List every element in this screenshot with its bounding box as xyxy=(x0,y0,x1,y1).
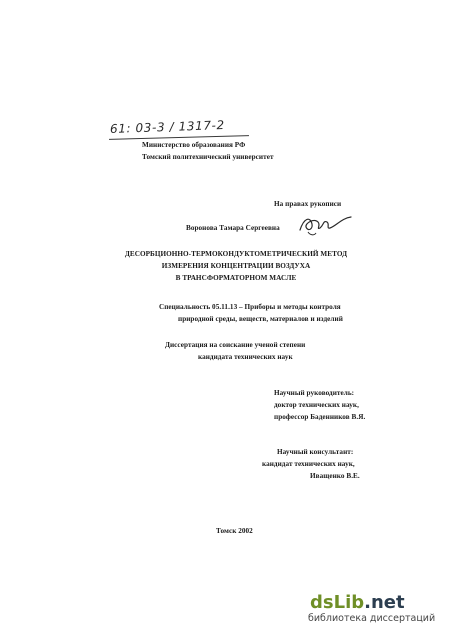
archive-number-handwritten: 61: 03-3 / 1317-2 xyxy=(109,118,225,136)
archive-number-underline xyxy=(109,135,249,140)
author-name: Воронова Тамара Сергеевна xyxy=(186,224,280,232)
supervisor-label: Научный руководитель: xyxy=(274,389,355,397)
supervisor-name: профессор Баденников В.Я. xyxy=(274,413,366,421)
dslib-watermark[interactable] xyxy=(310,592,440,626)
title-line-2: ИЗМЕРЕНИЯ КОНЦЕНТРАЦИИ ВОЗДУХА xyxy=(161,262,311,270)
dissertation-degree-line-1: Диссертация на соискание ученой степени xyxy=(165,341,306,349)
specialty-line-1: Специальность 05.11.13 – Приборы и методы контроля xyxy=(159,303,341,311)
supervisor-degree: доктор технических наук, xyxy=(274,401,359,409)
title-line-1: ДЕСОРБЦИОННО-ТЕРМОКОНДУКТОМЕТРИЧЕСКИЙ МЕТОД xyxy=(124,250,348,258)
dslib-subtitle: библиотека диссертаций xyxy=(308,613,436,624)
dslib-logo-text: dsLib xyxy=(310,592,365,613)
manuscript-rights-label: На правах рукописи xyxy=(274,200,342,208)
city-year: Томск 2002 xyxy=(216,527,253,535)
specialty-line-2: природной среды, веществ, материалов и изделий xyxy=(178,315,343,323)
ministry-name: Министерство образования РФ xyxy=(142,141,246,149)
consultant-label: Научный консультант: xyxy=(277,448,354,456)
consultant-name: Иващенко В.Е. xyxy=(310,472,360,480)
title-line-3: В ТРАНСФОРМАТОРНОМ МАСЛЕ xyxy=(175,274,297,282)
dslib-logo xyxy=(310,592,405,613)
dslib-logo-domain: .net xyxy=(364,592,405,613)
author-signature xyxy=(296,212,356,238)
consultant-degree: кандидат технических наук, xyxy=(262,460,355,468)
university-name: Томский политехнический университет xyxy=(142,153,274,161)
dissertation-degree-line-2: кандидата технических наук xyxy=(198,353,293,361)
